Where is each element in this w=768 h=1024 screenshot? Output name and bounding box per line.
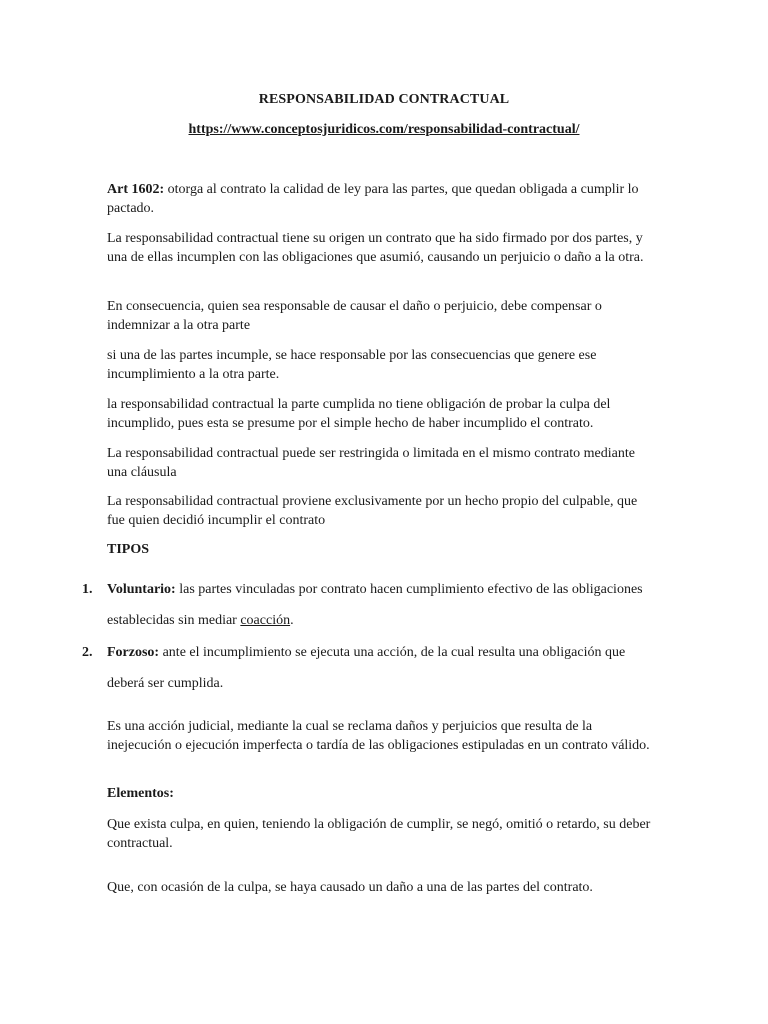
art-text: otorga al contrato la calidad de ley para las partes, que quedan obligada a cumplir lo pactado. — [107, 182, 639, 216]
paragraph-origen: La responsabilidad contractual tiene su origen un contrato que ha sido firmado por dos partes, y una de ellas incumplen con las obligaciones que asumió, causando un perjuicio o daño a la otra. — [107, 231, 644, 265]
elemento-culpa: Que exista culpa, en quien, teniendo la obligación de cumplir, se negó, omitió o retardo, su deber contractual. — [107, 817, 651, 851]
source-url-link[interactable]: https://www.conceptosjuridicos.com/responsabilidad-contractual/ — [188, 122, 580, 137]
paragraph-proviene: La responsabilidad contractual proviene exclusivamente por un hecho propio del culpable, que fue quien decidió incumplir el contrato — [107, 494, 638, 528]
paragraph-incumple: si una de las partes incumple, se hace responsable por las consecuencias que genere ese incumplimiento a la otra parte. — [107, 348, 597, 382]
paragraph-consecuencia: En consecuencia, quien sea responsable de causar el daño o perjuicio, debe compensar o indemnizar a la otra parte — [107, 299, 602, 333]
elemento-dano: Que, con ocasión de la culpa, se haya causado un daño a una de las partes del contrato. — [107, 880, 593, 895]
paragraph-restringida: La responsabilidad contractual puede ser restringida o limitada en el mismo contrato mediante una cláusula — [107, 446, 635, 480]
list-item-tail: . — [290, 613, 294, 628]
tipos-heading: TIPOS — [107, 542, 150, 557]
list-item-text: ante el incumplimiento se ejecuta una acción, de la cual resulta una obligación que deberá ser cumplida. — [107, 645, 626, 691]
page-title: RESPONSABILIDAD CONTRACTUAL — [258, 92, 510, 107]
list-number: 1. — [82, 582, 93, 597]
list-item-forzoso — [82, 637, 657, 699]
list-item-label: Forzoso: — [107, 645, 160, 660]
list-number: 2. — [82, 645, 93, 660]
paragraph-accion-judicial: Es una acción judicial, mediante la cual se reclama daños y perjuicios que resulta de la inejecución o ejecución imperfecta o tardía de las obligaciones estipuladas en un contrato válido. — [107, 719, 650, 753]
art-label: Art 1602: — [107, 182, 165, 197]
list-item-text: las partes vinculadas por contrato hacen cumplimiento efectivo de las obligaciones establecidas sin mediar — [107, 582, 643, 628]
coaccion-link[interactable]: coacción — [240, 613, 291, 628]
list-item-label: Voluntario: — [107, 582, 176, 597]
art-1602-paragraph — [107, 180, 655, 218]
paragraph-culpa: la responsabilidad contractual la parte cumplida no tiene obligación de probar la culpa del incumplido, pues esta se presume por el simple hecho de haber incumplido el contrato. — [107, 397, 611, 431]
elementos-heading: Elementos: — [107, 786, 174, 801]
list-item-voluntario — [82, 574, 657, 636]
